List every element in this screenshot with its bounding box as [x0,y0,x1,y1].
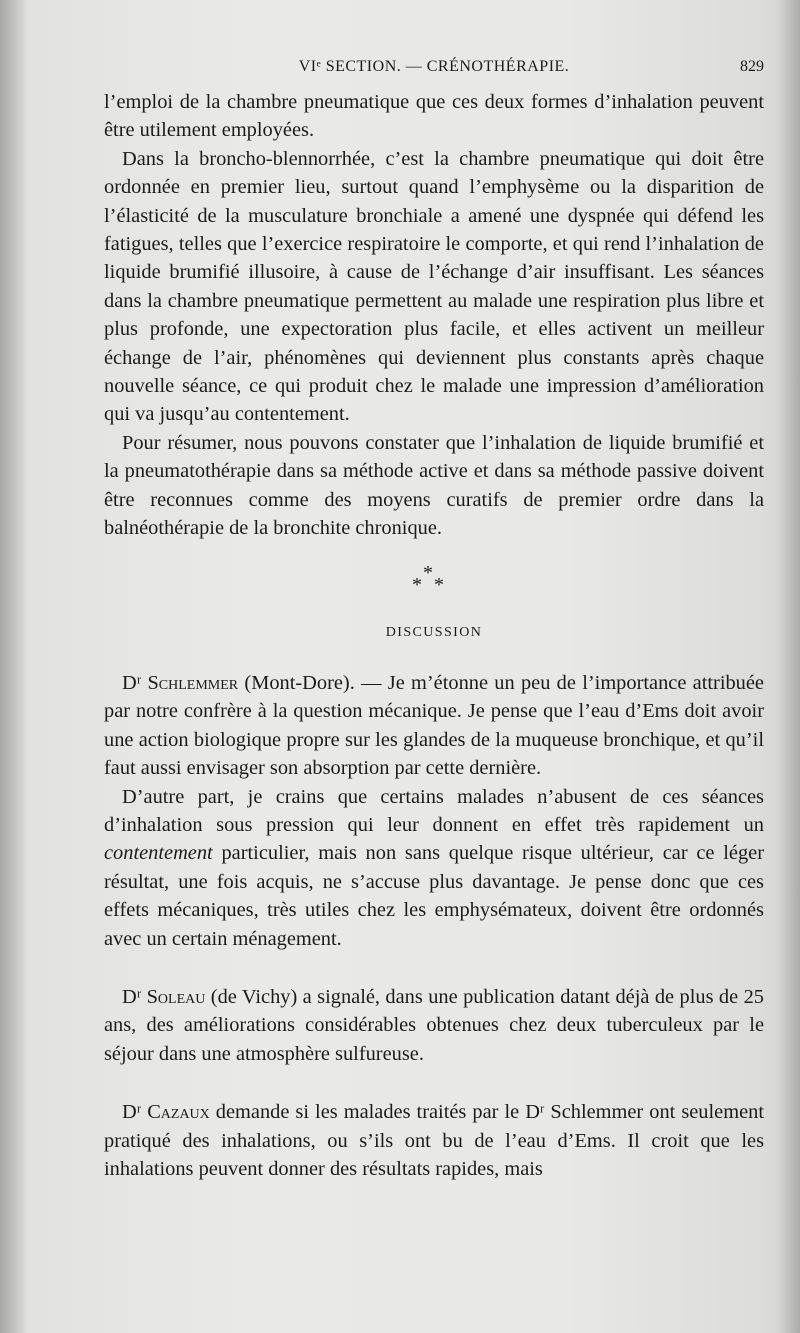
discussion-text: (Mont-Dore). — Je m’étonne un peu de l’importance attribuée par notre confrère à la question mécanique. Je pense que l’eau d’Ems doit avoir une action biologique propre sur les glandes de la muqueuse bronchique, et qu’il faut aussi envisager son absorption par cette dernière. [104,671,764,780]
discussion-heading: DISCUSSION [385,624,483,640]
paragraph-summary: Pour résumer, nous pouvons constater que l’inhalation de liquide brumifié et la pneumatothérapie dans sa méthode active et dans sa méthode passive doivent être reconnues comme des moyens curatifs de premier ordre dans la balnéothérapie de la bronchite chronique. [104,431,764,540]
doctor-title: Dʳ [122,1101,142,1124]
page-number: 829 [740,58,764,75]
asterism-star: * [434,573,444,596]
page-gutter-shadow [0,0,28,1333]
discussion-text: Schlemmer ont seulement pratiqué des inhalations, ou s’ils ont bu de l’eau d’Ems. Il croit que les inhalations peuvent donner des résultats rapides, mais [104,1101,764,1180]
discussion-schlemmer [104,669,764,783]
paragraph-gap [104,953,764,983]
discussion-text: D’autre part, je crains que certains malades n’abusent de ces séances d’inhalation sous pression qui leur donnent en effet très rapidement un [104,785,764,836]
discussion-text: (de Vichy) a signalé, dans une publication datant déjà de plus de 25 ans, des améliorations considérables obtenues chez deux tuberculeux par le séjour dans une atmosphère sulfureuse. [104,985,764,1065]
emphasized-word: contentement [104,842,213,865]
page-header [104,58,764,82]
discussion-cazaux [104,1098,764,1183]
paragraph-broncho-blennorrhee: Dans la broncho-blennorrhée, c’est la chambre pneumatique qui doit être ordonnée en premier lieu, surtout quand l’emphysème ou la disparition de l’élasticité de la musculature bronchiale a amené une dyspnée qui défend les fatigues, telles que l’exercice respiratoire le comporte, et qui rend l’inhalation de liquide brumifié illusoire, à cause de l’échange d’air insuffisant. Les séances dans la chambre pneumatique permettent au malade une respiration plus libre et plus profonde, une expectoration plus facile, et elles activent un meilleur échange de l’air, phénomènes qui deviennent plus constants après chaque nouvelle séance, ce qui produit chez le malade une impression d’amélioration qui va jusqu’au contentement. [104,147,764,426]
doctor-title: Dʳ [525,1101,545,1124]
asterism-star: * [412,573,422,596]
doctor-title: Dʳ [122,985,142,1008]
running-head: VIᵉ SECTION. — CRÉNOTHÉRAPIE. [298,58,570,75]
doctor-title: Dʳ [122,671,142,694]
asterism-star: * [423,561,433,584]
asterism-separator [104,553,764,603]
discussion-soleau [104,983,764,1068]
speaker-name: Soleau [146,985,206,1008]
discussion-text: particulier, mais non sans quelque risque ultérieur, car ce léger résultat, une fois acquis, ne s’accuse plus davantage. Je pense donc que ces effets mécaniques, très utiles chez les emphysémateux, doivent être ordonnés avec un certain ménagement. [104,842,764,950]
paragraph-gap [104,1068,764,1098]
speaker-name: Schlemmer [147,671,239,694]
discussion-text: demande si les malades traités par le [209,1101,526,1124]
speaker-name: Cazaux [147,1101,210,1124]
paragraph-continuation: l’emploi de la chambre pneumatique que ces deux formes d’inhalation peuvent être utilement employées. [104,91,764,142]
page-edge-shadow [778,0,800,1333]
body-text [104,88,764,1183]
discussion-schlemmer-continued [104,783,764,953]
